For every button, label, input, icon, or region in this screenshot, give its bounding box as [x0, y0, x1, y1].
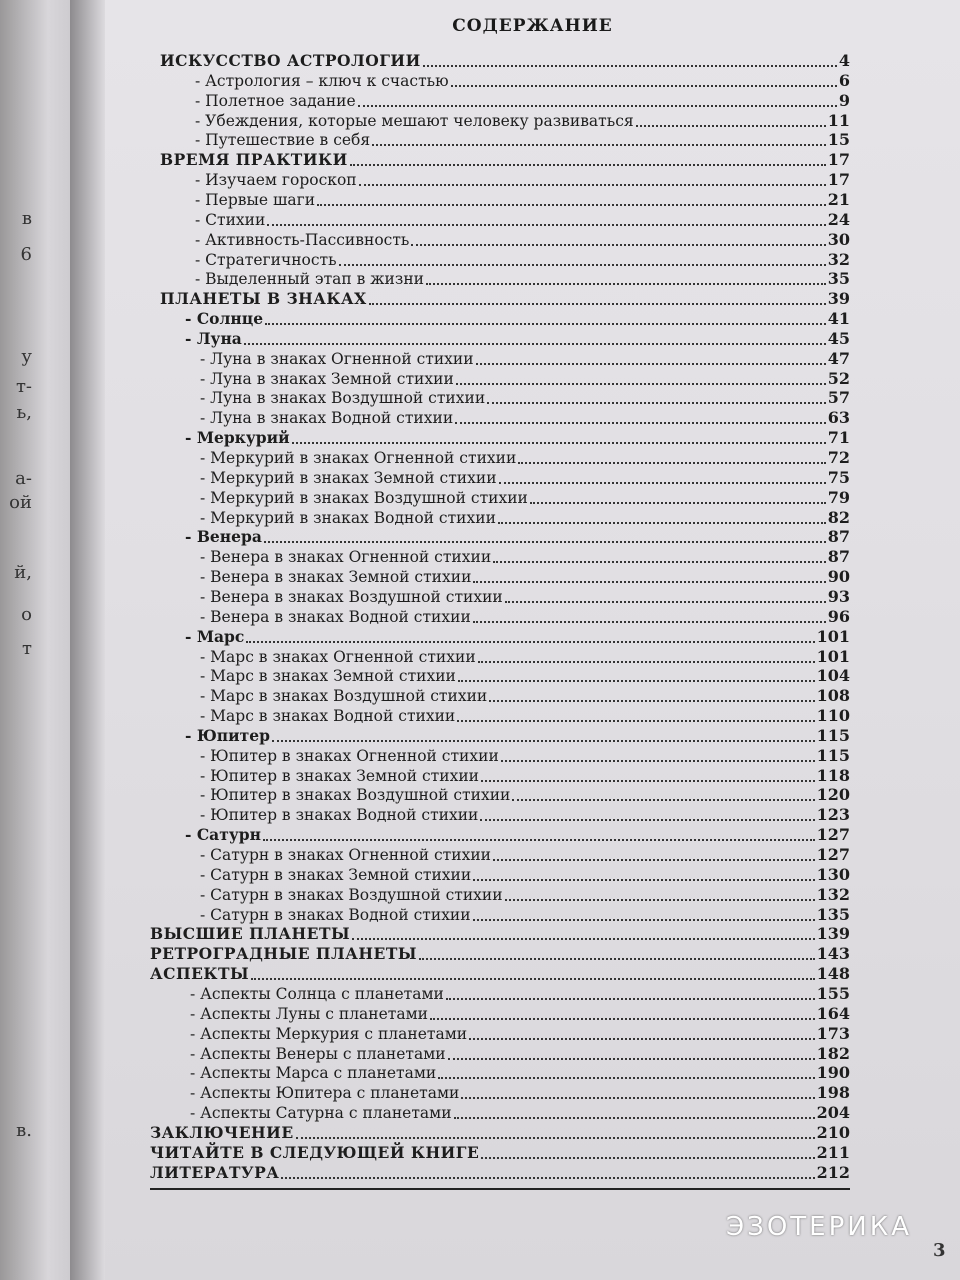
dot-leader	[489, 700, 814, 702]
dot-leader	[451, 85, 837, 87]
toc-entry	[185, 328, 850, 348]
toc-entry	[195, 129, 850, 149]
toc-entry	[200, 904, 850, 924]
toc-entry	[200, 368, 850, 388]
dot-leader	[448, 1058, 815, 1060]
toc-entry-page: 210	[816, 1123, 850, 1142]
toc-entry-label: - Сатурн	[185, 825, 261, 844]
dot-leader	[430, 1018, 815, 1020]
toc-entry-page: 87	[827, 527, 850, 546]
toc-entry-label: - Луна	[185, 329, 242, 348]
toc-entry	[200, 606, 850, 626]
watermark: ЭЗОТЕРИКА	[726, 1212, 912, 1242]
toc-entry-label: - Стратегичность	[195, 251, 337, 269]
toc-entry-label: - Юпитер	[185, 726, 270, 745]
toc-entry-page: 52	[827, 369, 850, 388]
toc-entry-page: 155	[816, 984, 850, 1003]
prev-page-fragment: 6	[20, 244, 32, 265]
dot-leader	[267, 224, 825, 226]
dot-leader	[478, 661, 815, 663]
dot-leader	[487, 402, 826, 404]
toc-entry	[200, 864, 850, 884]
toc-entry	[200, 586, 850, 606]
dot-leader	[469, 1038, 815, 1040]
toc-entry-label: - Меркурий в знаках Огненной стихии	[200, 449, 517, 467]
toc-entry-label: - Венера в знаках Огненной стихии	[200, 548, 492, 566]
toc-entry-page: 57	[827, 388, 850, 407]
toc-entry-page: 101	[816, 647, 850, 666]
toc-entry	[200, 745, 850, 765]
dot-leader	[456, 383, 826, 385]
toc-entry	[200, 804, 850, 824]
toc-entry-page: 32	[827, 250, 850, 269]
toc-entry	[200, 566, 850, 586]
bottom-rule	[150, 1188, 850, 1190]
toc-entry	[195, 189, 850, 209]
dot-leader	[481, 780, 815, 782]
toc-entry	[195, 169, 850, 189]
dot-leader	[473, 581, 825, 583]
toc-entry	[195, 90, 850, 110]
toc-entry	[200, 884, 850, 904]
toc-entry-page: 63	[827, 408, 850, 427]
toc-entry-label: - Изучаем гороскоп	[195, 171, 357, 189]
toc-entry-page: 190	[816, 1063, 850, 1082]
dot-leader	[505, 899, 815, 901]
toc-entry-page: 17	[827, 170, 850, 189]
toc-entry	[185, 626, 850, 646]
dot-leader	[423, 65, 837, 67]
toc-entry	[200, 507, 850, 527]
dot-leader	[481, 1157, 814, 1159]
prev-page-fragment: у	[21, 346, 32, 367]
toc-entry	[150, 943, 850, 963]
dot-leader	[499, 482, 826, 484]
toc-entry-page: 115	[816, 726, 850, 745]
toc-entry-label: - Марс в знаках Водной стихии	[200, 707, 456, 725]
toc-entry-page: 164	[816, 1004, 850, 1023]
toc-entry	[195, 209, 850, 229]
dot-leader	[272, 740, 815, 742]
toc-entry	[200, 387, 850, 407]
toc-entry-page: 143	[816, 944, 850, 963]
dot-leader	[372, 144, 826, 146]
toc-entry-page: 79	[827, 488, 850, 507]
dot-leader	[292, 442, 826, 444]
toc-entry	[190, 1043, 850, 1063]
dot-leader	[493, 859, 815, 861]
dot-leader	[281, 1177, 814, 1179]
toc-entry-page: 127	[816, 845, 850, 864]
prev-page-fragment: т	[22, 638, 32, 659]
dot-leader	[518, 462, 825, 464]
toc-entry-page: 104	[816, 666, 850, 685]
toc-entry-page: 135	[816, 905, 850, 924]
toc-entry	[150, 923, 850, 943]
toc-title: СОДЕРЖАНИЕ	[452, 16, 613, 36]
dot-leader	[457, 720, 814, 722]
toc-entry-label: - Аспекты Солнца с планетами	[190, 985, 444, 1003]
dot-leader	[476, 363, 826, 365]
toc-entry-page: 182	[816, 1044, 850, 1063]
toc-entry	[190, 1023, 850, 1043]
dot-leader	[493, 561, 826, 563]
dot-leader	[339, 264, 826, 266]
toc-entry	[185, 725, 850, 745]
toc-entry-label: ЛИТЕРАТУРА	[150, 1163, 280, 1182]
toc-entry-page: 123	[816, 805, 850, 824]
toc-entry-page: 71	[827, 428, 850, 447]
toc-entry-label: ВРЕМЯ ПРАКТИКИ	[160, 150, 348, 169]
dot-leader	[251, 978, 814, 980]
dot-leader	[473, 621, 826, 623]
page-number: 3	[933, 1240, 946, 1261]
toc-entry-label: - Меркурий в знаках Земной стихии	[200, 469, 497, 487]
toc-entry-label: - Венера в знаках Воздушной стихии	[200, 588, 503, 606]
toc-entry-page: 39	[827, 289, 850, 308]
toc-entry-page: 132	[816, 885, 850, 904]
toc-entry-page: 41	[827, 309, 850, 328]
toc-entry-label: - Меркурий	[185, 428, 290, 447]
prev-page-fragment: ь,	[16, 402, 32, 423]
toc-entry-page: 115	[816, 746, 850, 765]
toc-entry-label: ЗАКЛЮЧЕНИЕ	[150, 1123, 294, 1142]
toc-entry	[185, 824, 850, 844]
toc-entry-label: ИСКУССТВО АСТРОЛОГИИ	[160, 51, 421, 70]
dot-leader	[411, 244, 825, 246]
dot-leader	[369, 303, 826, 305]
toc-entry-label: - Аспекты Юпитера с планетами	[190, 1084, 460, 1102]
toc-page	[105, 0, 960, 1280]
toc-entry-label: - Марс в знаках Земной стихии	[200, 667, 456, 685]
toc-entry-page: 4	[838, 51, 850, 70]
toc-entry	[190, 1062, 850, 1082]
toc-entry	[190, 1102, 850, 1122]
toc-entry	[200, 487, 850, 507]
toc-entry-label: АСПЕКТЫ	[150, 964, 250, 983]
toc-entry	[195, 268, 850, 288]
toc-entry-page: 24	[827, 210, 850, 229]
toc-entry	[195, 70, 850, 90]
toc-entry-label: РЕТРОГРАДНЫЕ ПЛАНЕТЫ	[150, 944, 417, 963]
toc-entry-page: 82	[827, 508, 850, 527]
prev-page-fragment: ой	[9, 492, 32, 513]
toc-entry-label: - Луна в знаках Воздушной стихии	[200, 389, 486, 407]
toc-entry-label: - Сатурн в знаках Огненной стихии	[200, 846, 491, 864]
toc-entry-label: - Луна в знаках Земной стихии	[200, 370, 454, 388]
toc-entry-page: 96	[827, 607, 850, 626]
toc-entry-label: - Аспекты Меркурия с планетами	[190, 1025, 468, 1043]
toc-entry-label: - Астрология – ключ к счастью	[195, 72, 449, 90]
dot-leader	[246, 641, 814, 643]
toc-entry-page: 21	[827, 190, 850, 209]
dot-leader	[636, 125, 826, 127]
toc-entry-label: - Активность-Пассивность	[195, 231, 410, 249]
toc-entry-label: - Путешествие в себя	[195, 131, 371, 149]
dot-leader	[454, 1117, 815, 1119]
toc-entry	[160, 50, 850, 70]
toc-entry	[200, 765, 850, 785]
dot-leader	[473, 879, 814, 881]
toc-entry-label: - Юпитер в знаках Огненной стихии	[200, 747, 499, 765]
toc-entry-label: - Юпитер в знаках Земной стихии	[200, 767, 479, 785]
toc-entry	[200, 685, 850, 705]
toc-entry	[200, 844, 850, 864]
toc-entry-page: 198	[816, 1083, 850, 1102]
toc-entry	[200, 467, 850, 487]
toc-entry	[190, 983, 850, 1003]
dot-leader	[458, 680, 815, 682]
toc-entry	[190, 1003, 850, 1023]
toc-entry-page: 118	[816, 766, 850, 785]
toc-entry-page: 30	[827, 230, 850, 249]
toc-entry	[200, 407, 850, 427]
toc-entry-page: 87	[827, 547, 850, 566]
toc-entry-page: 108	[816, 686, 850, 705]
prev-page-fragment: а-	[15, 468, 32, 489]
dot-leader	[426, 283, 826, 285]
toc-entry-label: - Аспекты Луны с планетами	[190, 1005, 428, 1023]
toc-entry-page: 90	[827, 567, 850, 586]
toc-entry-label: - Солнце	[185, 309, 264, 328]
toc-entry-label: - Аспекты Сатурна с планетами	[190, 1104, 452, 1122]
toc-entry-page: 212	[816, 1163, 850, 1182]
toc-entry-page: 47	[827, 349, 850, 368]
dot-leader	[350, 164, 826, 166]
book-gutter	[70, 0, 110, 1280]
toc-entry	[195, 229, 850, 249]
toc-entry-page: 139	[816, 924, 850, 943]
toc-entry-label: - Меркурий в знаках Воздушной стихии	[200, 489, 528, 507]
toc-entry-label: - Марс в знаках Воздушной стихии	[200, 687, 488, 705]
toc-entry-label: - Венера	[185, 527, 262, 546]
prev-page-fragment: й,	[14, 562, 32, 583]
dot-leader	[244, 343, 826, 345]
toc-entry-label: - Меркурий в знаках Водной стихии	[200, 509, 496, 527]
toc-entry-page: 6	[838, 71, 850, 90]
toc-entry	[195, 110, 850, 130]
dot-leader	[480, 819, 814, 821]
toc-entry-page: 211	[816, 1143, 850, 1162]
toc-entry-label: - Юпитер в знаках Водной стихии	[200, 806, 479, 824]
toc-entry-label: - Сатурн в знаках Водной стихии	[200, 906, 471, 924]
toc-entry-page: 173	[816, 1024, 850, 1043]
dot-leader	[264, 541, 826, 543]
toc-entry-page: 11	[827, 111, 850, 130]
toc-entry-page: 9	[838, 91, 850, 110]
toc-entry-label: ПЛАНЕТЫ В ЗНАКАХ	[160, 289, 367, 308]
toc-entry	[160, 288, 850, 308]
toc-entry	[195, 249, 850, 269]
toc-entry	[185, 308, 850, 328]
dot-leader	[505, 601, 826, 603]
dot-leader	[358, 105, 837, 107]
toc-entry-page: 45	[827, 329, 850, 348]
toc-entry	[150, 963, 850, 983]
prev-page-fragment: в	[21, 208, 32, 229]
dot-leader	[455, 422, 826, 424]
toc-entry-label: ВЫСШИЕ ПЛАНЕТЫ	[150, 924, 351, 943]
prev-page-fragment: в.	[16, 1120, 32, 1141]
toc-entry-label: - Аспекты Марса с планетами	[190, 1064, 437, 1082]
toc-entry-label: - Аспекты Венеры с планетами	[190, 1045, 446, 1063]
toc-entry	[190, 1082, 850, 1102]
dot-leader	[359, 184, 826, 186]
toc-entry	[200, 646, 850, 666]
toc-entry-label: - Выделенный этап в жизни	[195, 270, 424, 288]
toc-entry	[200, 705, 850, 725]
toc-entry	[200, 665, 850, 685]
dot-leader	[296, 1137, 815, 1139]
toc-entry	[200, 447, 850, 467]
toc-entry-label: - Стихии	[195, 211, 266, 229]
toc-entry-label: - Луна в знаках Огненной стихии	[200, 350, 474, 368]
toc-entry-label: - Убеждения, которые мешают человеку развиваться	[195, 112, 634, 130]
toc-entry	[150, 1142, 850, 1162]
toc-entry-page: 75	[827, 468, 850, 487]
dot-leader	[352, 938, 814, 940]
toc-entry-label: ЧИТАЙТЕ В СЛЕДУЮЩЕЙ КНИГЕ	[150, 1143, 480, 1162]
toc-entry-label: - Луна в знаках Водной стихии	[200, 409, 454, 427]
toc-entry-page: 101	[816, 627, 850, 646]
dot-leader	[498, 522, 826, 524]
toc-entry-page: 110	[816, 706, 850, 725]
prev-page-fragment: о	[21, 604, 32, 625]
toc-entry-label: - Юпитер в знаках Воздушной стихии	[200, 786, 511, 804]
toc-entry-page: 130	[816, 865, 850, 884]
toc-entry-page: 72	[827, 448, 850, 467]
dot-leader	[419, 958, 815, 960]
toc-entry-page: 127	[816, 825, 850, 844]
toc-entry	[150, 1162, 850, 1182]
toc-entry-label: - Полетное задание	[195, 92, 356, 110]
toc-entry	[160, 149, 850, 169]
toc-entry-page: 204	[816, 1103, 850, 1122]
dot-leader	[446, 998, 815, 1000]
dot-leader	[530, 502, 826, 504]
toc-entry	[200, 784, 850, 804]
toc-entry	[200, 546, 850, 566]
toc-entry	[185, 526, 850, 546]
toc-entry-page: 17	[827, 150, 850, 169]
toc-entry	[200, 348, 850, 368]
toc-entry-label: - Первые шаги	[195, 191, 316, 209]
toc-entry	[150, 1122, 850, 1142]
toc-entry-page: 15	[827, 130, 850, 149]
dot-leader	[317, 204, 826, 206]
dot-leader	[473, 919, 815, 921]
toc-entry-label: - Марс	[185, 627, 245, 646]
dot-leader	[265, 323, 826, 325]
toc-entry-label: - Венера в знаках Водной стихии	[200, 608, 471, 626]
dot-leader	[461, 1097, 814, 1099]
dot-leader	[438, 1077, 814, 1079]
toc-entry-label: - Сатурн в знаках Земной стихии	[200, 866, 472, 884]
toc-entry-label: - Венера в знаках Земной стихии	[200, 568, 472, 586]
toc-entry-label: - Марс в знаках Огненной стихии	[200, 648, 476, 666]
toc-entry-page: 148	[816, 964, 850, 983]
dot-leader	[512, 799, 814, 801]
toc-entry-label: - Сатурн в знаках Воздушной стихии	[200, 886, 503, 904]
toc-entry-page: 93	[827, 587, 850, 606]
toc-entry-page: 120	[816, 785, 850, 804]
toc-entry-page: 35	[827, 269, 850, 288]
dot-leader	[263, 839, 815, 841]
previous-page-edge	[0, 0, 80, 1280]
dot-leader	[501, 760, 815, 762]
toc-entry	[185, 427, 850, 447]
prev-page-fragment: т-	[15, 376, 32, 397]
